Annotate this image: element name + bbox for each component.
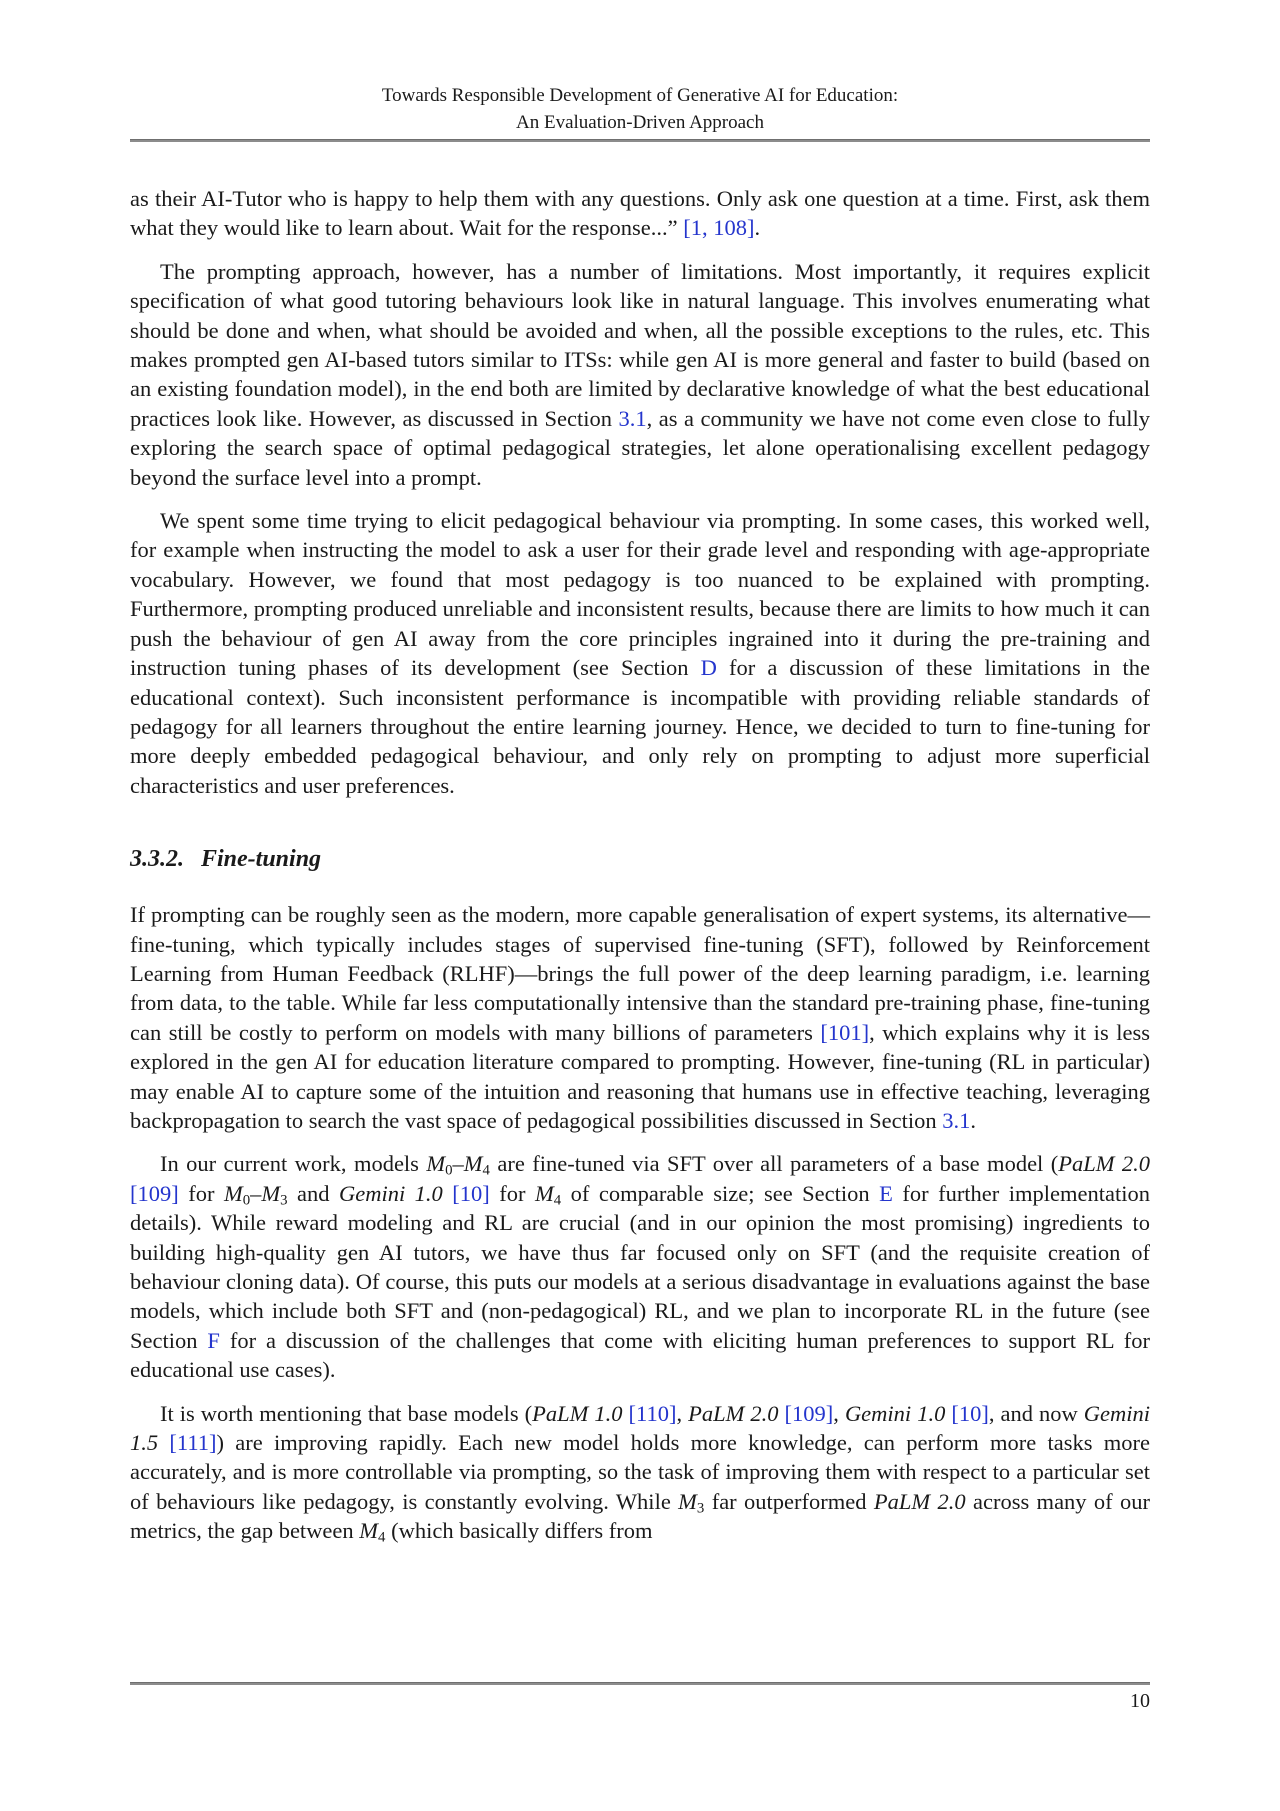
header-rule xyxy=(130,139,1150,142)
text-run: as their AI-Tutor who is happy to help them with any questions. Only ask one question at a time. First, ask them what they would like to learn about. Wait for the response...” xyxy=(130,186,1150,241)
text-run: , xyxy=(676,1400,689,1426)
paragraph xyxy=(130,1149,1150,1384)
citation-link[interactable]: [110] xyxy=(628,1400,677,1426)
paragraph xyxy=(130,184,1150,243)
text-run: and xyxy=(287,1180,339,1206)
subscript-text: 4 xyxy=(378,1529,386,1546)
italic-text: M xyxy=(678,1488,697,1514)
text-run: The prompting approach, however, has a number of limitations. Most importantly, it requires explicit specification of what good tutoring behaviours look like in natural language. This involves enumerating what should be done and when, what should be avoided and when, all the possible exceptions to the rules, etc. This makes prompted gen AI-based tutors similar to ITSs: while gen AI is more general and faster to build (based on an existing foundation model), in the end both are limited by declarative knowledge of what the best educational practices look like. However, as discussed in Section xyxy=(130,258,1150,431)
text-run: for a discussion of the challenges that come with eliciting human preferences to support RL for educational use cases). xyxy=(130,1327,1150,1383)
text-run: . xyxy=(754,215,761,241)
citation-link[interactable]: [101] xyxy=(820,1019,870,1045)
italic-text: M xyxy=(534,1180,554,1206)
italic-text: Gemini 1.5 xyxy=(130,1400,1151,1456)
section-ref-link[interactable]: F xyxy=(207,1327,220,1353)
text-run: It is worth mentioning that base models ( xyxy=(160,1400,533,1426)
paragraph xyxy=(130,506,1150,800)
subscript-text: 3 xyxy=(696,1500,705,1517)
italic-text: M xyxy=(223,1180,243,1206)
paragraph xyxy=(130,900,1150,1135)
section-ref-link[interactable]: 3.1 xyxy=(618,405,647,431)
text-run: of comparable size; see Section xyxy=(561,1180,880,1206)
text-run: , xyxy=(833,1400,845,1426)
section-ref-link[interactable]: D xyxy=(700,655,717,681)
text-run: , and now xyxy=(988,1400,1084,1426)
text-run: for xyxy=(178,1180,224,1206)
text-run: are fine-tuned via SFT over all parameters of a base model ( xyxy=(489,1151,1059,1177)
page-footer xyxy=(130,1682,1150,1715)
text-run: . xyxy=(970,1107,977,1133)
italic-text: Gemini 1.0 xyxy=(844,1400,946,1426)
section-number: 3.3.2. xyxy=(130,846,184,873)
text-run: – xyxy=(452,1151,464,1177)
citation-link[interactable]: [10] xyxy=(452,1180,490,1206)
citation-link[interactable]: [109] xyxy=(130,1180,179,1206)
italic-text: PaLM 2.0 xyxy=(873,1488,966,1514)
subscript-text: 4 xyxy=(553,1192,562,1209)
document-body xyxy=(130,184,1150,1560)
citation-link[interactable]: [109] xyxy=(784,1400,834,1426)
italic-text: PaLM 2.0 xyxy=(688,1400,779,1426)
text-run: for further implementation details). While reward modeling and RL are crucial (and in our opinion the most promising) ingredients to building high-quality gen AI tutors, we have thus far focused only on SFT (and the requisite creation of behaviour cloning data). Of course, this puts our models at a serious disadvantage in evaluations against the base models, which include both SFT and (non-pedagogical) RL, and we plan to incorporate RL in the future (see Section xyxy=(130,1180,1150,1353)
paragraph xyxy=(130,1399,1150,1546)
italic-text: M xyxy=(359,1518,379,1544)
text-run: We spent some time trying to elicit pedagogical behaviour via prompting. In some cases, this worked well, for example when instructing the model to ask a user for their grade level and responding with age-appropriate vocabulary. However, we found that most pedagogy is too nuanced to be explained with prompting. Furthermore, prompting produced unreliable and inconsistent results, because there are limits to how much it can push the behaviour of gen AI away from the core principles ingrained into it during the pre-training and instruction tuning phases of its development (see Section xyxy=(130,508,1150,681)
paragraph xyxy=(130,257,1150,492)
text-run: ) are improving rapidly. Each new model holds more knowledge, can perform more tasks more accurately, and is more controllable via prompting, so the task of improving them with respect to a particular set of behaviours like pedagogy, is constantly evolving. While xyxy=(130,1430,1151,1514)
italic-text: PaLM 1.0 xyxy=(532,1400,623,1426)
text-run: , which explains why it is less explored in the gen AI for education literature compared to prompting. However, fine-tuning (RL in particular) may enable AI to capture some of the intuition and reasoning that humans use in effective teaching, leveraging backpropagation to search the vast space of pedagogical possibilities discussed in Section xyxy=(130,1019,1150,1133)
text-run: far outperformed xyxy=(704,1488,874,1514)
text-run: In our current work, models xyxy=(160,1151,427,1177)
footer-rule xyxy=(130,1682,1150,1685)
text-run: (which basically differs from xyxy=(385,1518,653,1544)
italic-text: M xyxy=(426,1151,446,1177)
subscript-text: 0 xyxy=(242,1192,251,1209)
italic-text: M xyxy=(261,1180,281,1206)
subscript-text: 3 xyxy=(280,1192,288,1209)
italic-text: PaLM 2.0 xyxy=(1058,1151,1150,1177)
text-run: , as a community we have not come even close to fully exploring the search space of optimal pedagogical strategies, let alone operationalising excellent pedagogy beyond the surface level into a prompt. xyxy=(130,405,1150,490)
subscript-text: 4 xyxy=(482,1162,490,1179)
page-number: 10 xyxy=(1130,1690,1150,1712)
citation-link[interactable]: [10] xyxy=(951,1400,989,1426)
section-title: Fine-tuning xyxy=(201,846,322,873)
text-run: across many of our metrics, the gap between xyxy=(130,1488,1151,1544)
italic-text: M xyxy=(463,1151,483,1177)
text-run: If prompting can be roughly seen as the modern, more capable generalisation of expert systems, its alternative—fine-tuning, which typically includes stages of supervised fine-tuning (SFT), followed by Reinforcement Learning from Human Feedback (RLHF)—brings the full power of the deep learning paradigm, i.e. learning from data, to the table. While far less computationally intensive than the standard pre-training phase, fine-tuning can still be costly to perform on models with many billions of parameters xyxy=(130,902,1150,1045)
citation-link[interactable]: [1, 108] xyxy=(683,215,755,241)
running-header-line2: An Evaluation-Driven Approach xyxy=(516,112,764,133)
text-run: for xyxy=(489,1180,535,1206)
text-run xyxy=(158,1430,169,1455)
section-ref-link[interactable]: 3.1 xyxy=(942,1107,971,1133)
text-run: – xyxy=(250,1180,262,1206)
text-run: for a discussion of these limitations in the educational context). Such inconsistent performance is incompatible with providing reliable standards of pedagogy for all learners throughout the entire learning journey. Hence, we decided to turn to fine-tuning for more deeply embedded pedagogical behaviour, and only rely on prompting to adjust more superficial characteristics and user preferences. xyxy=(130,655,1150,798)
citation-link[interactable]: [111] xyxy=(169,1430,217,1456)
running-header xyxy=(130,82,1150,136)
running-header-line1: Towards Responsible Development of Generative AI for Education: xyxy=(381,85,899,106)
italic-text: Gemini 1.0 xyxy=(338,1180,443,1206)
section-heading xyxy=(130,844,1150,874)
text-run xyxy=(443,1181,452,1206)
section-ref-link[interactable]: E xyxy=(879,1180,893,1206)
subscript-text: 0 xyxy=(445,1162,453,1179)
